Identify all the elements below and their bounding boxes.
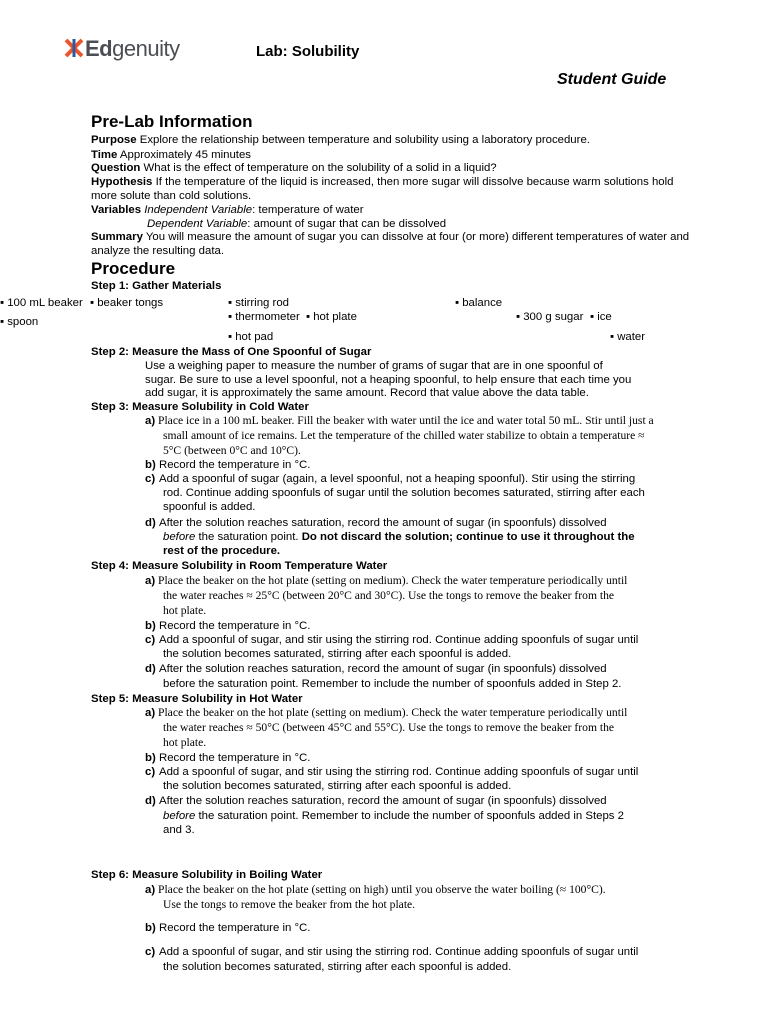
step2-text: add sugar, it is approximately the same amount. Record that value above the data table.	[145, 387, 589, 399]
brand-suffix: genuity	[112, 36, 180, 61]
step3-d-rest: the saturation point.	[195, 531, 302, 543]
step5-d-rest: the saturation point. Remember to include the number of spoonfuls added in Steps 2	[195, 810, 624, 822]
summary-label: Summary	[91, 231, 143, 243]
step6-c-label: c)	[145, 946, 156, 958]
material-item: ▪ water	[610, 331, 646, 343]
summary-line	[91, 230, 689, 244]
step3-a-label: a)	[145, 415, 156, 427]
question-line	[91, 161, 497, 175]
material-item: ▪ thermometer	[228, 311, 300, 323]
step4-a-text: the water reaches ≈ 25°C (between 20°C and 30°C). Use the tongs to remove the beaker from the	[163, 589, 615, 602]
hypothesis-text-1: If the temperature of the liquid is increased, then more sugar will dissolve because warm solutions hold	[152, 176, 674, 188]
step1-title: Step 1: Gather Materials	[91, 280, 222, 292]
step6-title: Step 6: Measure Solubility in Boiling Water	[91, 869, 323, 881]
dependent-variable-label: Dependent Variable	[147, 218, 248, 230]
step5-d-text: After the solution reaches saturation, record the amount of sugar (in spoonfuls) dissolved	[159, 795, 607, 807]
step6-a-text: Use the tongs to remove the beaker from the hot plate.	[163, 898, 416, 911]
step3-c-text: spoonful is added.	[163, 501, 256, 513]
summary-text-1: You will measure the amount of sugar you can dissolve at four (or more) different temperatures of water and	[142, 231, 690, 243]
step5-a-text: hot plate.	[163, 736, 207, 749]
prelab-heading: Pre-Lab Information	[91, 112, 253, 131]
step6-c-text: Add a spoonful of sugar, and stir using the stirring rod. Continue adding spoonfuls of sugar until	[159, 946, 639, 958]
step3-c-text: Add a spoonful of sugar (again, a level spoonful, not a heaping spoonful). Stir using the stirring	[159, 473, 636, 485]
edgenuity-star-icon	[64, 38, 84, 58]
brand-prefix: Ed	[85, 36, 113, 61]
step3-title: Step 3: Measure Solubility in Cold Water	[91, 401, 309, 413]
step4-b-label: b)	[145, 620, 156, 632]
question-text: What is the effect of temperature on the solubility of a solid in a liquid?	[140, 162, 497, 174]
step4-a-label: a)	[145, 575, 156, 587]
summary-text-2: analyze the resulting data.	[91, 245, 224, 257]
step3-d-line2	[163, 530, 635, 544]
purpose-label: Purpose	[91, 134, 137, 146]
step3-c-text: rod. Continue adding spoonfuls of sugar until the solution becomes saturated, stirring after each	[163, 487, 645, 499]
time-line	[91, 148, 251, 162]
independent-variable-label: Independent Variable	[144, 204, 253, 216]
step5-title: Step 5: Measure Solubility in Hot Water	[91, 693, 303, 705]
step5-c-label: c)	[145, 766, 156, 778]
step4-c-text: Add a spoonful of sugar, and stir using the stirring rod. Continue adding spoonfuls of sugar until	[159, 634, 639, 646]
step5-b-text: Record the temperature in °C.	[159, 752, 311, 764]
step4-c-label: c)	[145, 634, 156, 646]
step3-d-text: After the solution reaches saturation, record the amount of sugar (in spoonfuls) dissolved	[159, 517, 607, 529]
step4-d-text: before the saturation point. Remember to include the number of spoonfuls added in Step 2.	[163, 678, 622, 690]
material-item: ▪ 100 mL beaker	[0, 297, 83, 309]
material-item: ▪ beaker tongs	[90, 297, 164, 309]
step2-text: Use a weighing paper to measure the number of grams of sugar that are in one spoonful of	[145, 360, 603, 372]
material-item: ▪ hot plate	[306, 311, 357, 323]
step4-d-label: d)	[145, 663, 156, 675]
step3-d-bold-cont: rest of the procedure.	[163, 545, 281, 557]
purpose-line	[91, 133, 590, 147]
step3-d-before: before	[163, 531, 196, 543]
step6-a-text: Place the beaker on the hot plate (setting on high) until you observe the water boiling (≈ 100°C).	[158, 883, 606, 896]
step4-title: Step 4: Measure Solubility in Room Temperature Water	[91, 560, 388, 572]
step2-text: sugar. Be sure to use a level spoonful, not a heaping spoonful, to help ensure that each time you	[145, 374, 632, 386]
material-item: ▪ ice	[590, 311, 612, 323]
step3-d-bold: Do not discard the solution; continue to use it throughout the	[301, 531, 635, 543]
time-text: Approximately 45 minutes	[117, 149, 251, 161]
step4-a-text: hot plate.	[163, 604, 207, 617]
material-item: ▪ 300 g sugar	[516, 311, 584, 323]
step6-b-label: b)	[145, 922, 156, 934]
step5-c-text: Add a spoonful of sugar, and stir using the stirring rod. Continue adding spoonfuls of sugar until	[159, 766, 639, 778]
step3-d-label: d)	[145, 517, 156, 529]
student-guide-label: Student Guide	[557, 71, 667, 88]
dependent-variable-line	[147, 217, 446, 231]
step4-a-text: Place the beaker on the hot plate (setting on medium). Check the water temperature periodically until	[158, 574, 628, 587]
hypothesis-text-2: more solute than cold solutions.	[91, 190, 252, 202]
dependent-variable-text: : amount of sugar that can be dissolved	[247, 218, 447, 230]
material-item: ▪ spoon	[0, 316, 39, 328]
step3-b-text: Record the temperature in °C.	[159, 459, 311, 471]
step6-c-text: the solution becomes saturated, stirring after each spoonful is added.	[163, 961, 512, 973]
step5-a-label: a)	[145, 707, 156, 719]
lab-title: Lab: Solubility	[256, 43, 360, 60]
time-label: Time	[91, 149, 118, 161]
question-label: Question	[91, 162, 141, 174]
step3-a-text: small amount of ice remains. Let the temperature of the chilled water stabilize to obtain a temperature ≈	[163, 429, 645, 442]
step5-d-line3: and 3.	[163, 824, 195, 836]
step3-c-label: c)	[145, 473, 156, 485]
hypothesis-line	[91, 175, 673, 189]
step5-d-before: before	[163, 810, 196, 822]
step4-b-text: Record the temperature in °C.	[159, 620, 311, 632]
step3-a-text: 5°C (between 0°C and 10°C).	[163, 444, 301, 457]
step2-title: Step 2: Measure the Mass of One Spoonful of Sugar	[91, 346, 372, 358]
step5-c-text: the solution becomes saturated, stirring after each spoonful is added.	[163, 780, 512, 792]
material-item: ▪ balance	[455, 297, 503, 309]
purpose-text: Explore the relationship between temperature and solubility using a laboratory procedure.	[136, 134, 590, 146]
edgenuity-logo	[64, 36, 180, 62]
independent-variable-text: : temperature of water	[252, 204, 364, 216]
hypothesis-label: Hypothesis	[91, 176, 153, 188]
variables-line	[91, 203, 364, 217]
step6-b-text: Record the temperature in °C.	[159, 922, 311, 934]
step5-d-label: d)	[145, 795, 156, 807]
variables-label: Variables	[91, 204, 142, 216]
step3-b-label: b)	[145, 459, 156, 471]
procedure-heading: Procedure	[91, 259, 176, 278]
step5-a-text: the water reaches ≈ 50°C (between 45°C and 55°C). Use the tongs to remove the beaker from the	[163, 721, 615, 734]
step3-a-text: Place ice in a 100 mL beaker. Fill the beaker with water until the ice and water total 50 mL. Stir until just a	[158, 414, 654, 427]
step4-c-text: the solution becomes saturated, stirring after each spoonful is added.	[163, 648, 512, 660]
material-item: ▪ hot pad	[228, 331, 274, 343]
step5-a-text: Place the beaker on the hot plate (setting on medium). Check the water temperature periodically until	[158, 706, 628, 719]
material-item: ▪ stirring rod	[228, 297, 290, 309]
step6-a-label: a)	[145, 884, 156, 896]
step4-d-text: After the solution reaches saturation, record the amount of sugar (in spoonfuls) dissolved	[159, 663, 607, 675]
step5-b-label: b)	[145, 752, 156, 764]
step5-d-line2	[163, 809, 624, 823]
